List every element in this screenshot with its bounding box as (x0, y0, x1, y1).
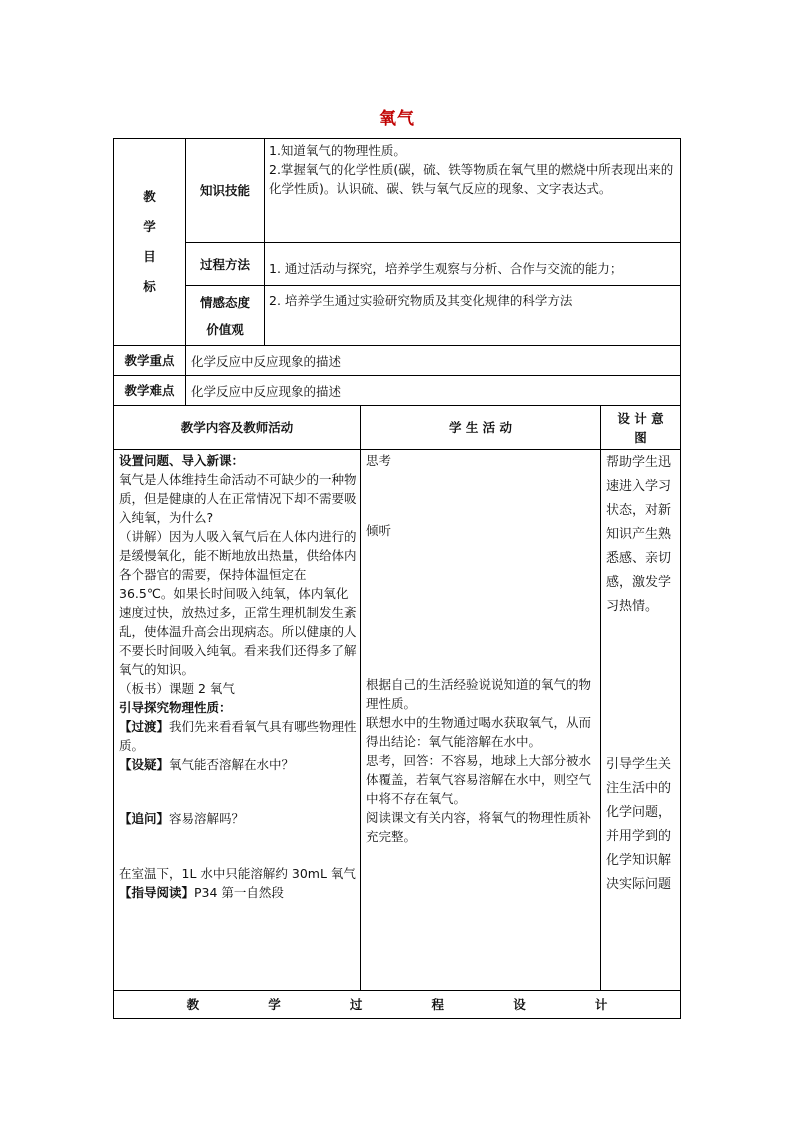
objectives-side-label: 教 学 目 标 (143, 189, 156, 294)
key-point-label: 教学重点 (124, 353, 175, 368)
emotion-label: 情感态度 价值观 (199, 294, 250, 337)
content-header: 教学内容及教师活动 (180, 420, 294, 435)
emotion-text: 2. 培养学生通过实验研究物质及其变化规律的科学方法 (269, 293, 573, 308)
key-point-text: 化学反应中反应现象的描述 (191, 354, 342, 369)
knowledge-label: 知识技能 (199, 183, 250, 198)
difficulty-label: 教学难点 (124, 383, 175, 398)
design-header: 设 计 意 图 (617, 410, 664, 445)
knowledge-text: 1.知道氧气的物理性质。 2.掌握氧气的化学性质(碳，硫、铁等物质在氧气里的燃烧中所表现出来的化学性质)。认识硫、碳、铁与氧气反应的现象、文字表达式。 (269, 143, 674, 196)
design-intent: 帮助学生迅速进入学习状态，对新知识产生熟悉感、亲切感，激发学习热情。 引导学生关注生活中的化学问题，并用学到的化学知识解决实际问题 (606, 455, 672, 892)
process-label: 过程方法 (199, 256, 250, 272)
difficulty-text: 化学反应中反应现象的描述 (191, 384, 342, 399)
page-title: 氧气 (379, 109, 415, 129)
student-activities: 思考 倾听 根据自己的生活经验说说知道的氧气的物理性质。 联想水中的生物通过喝水获取氧气，从而得出结论：氧气能溶解在水中。 思考，回答：不容易，地球上大部分被水体覆盖，若氧气容易溶解在水中，则空气中将不存在氧气。 阅读课文有关内容，将氧气的物理性质补充完整。 (366, 453, 592, 844)
footer-row: 教 学 过 程 设 计 (186, 997, 608, 1012)
student-header: 学 生 活 动 (448, 420, 513, 435)
teacher-content: 设置问题、导入新课： 氧气是人体维持生命活动不可缺少的一种物质，但是健康的人在正常情况下却不需要吸入纯氧，为什么? （讲解）因为人吸入氧气后在人体内进行的是缓慢氧化，能不断地放出热量，供给体内各个器官的需要，保持体温恒定在 36.5℃。如果长时间吸入纯氧，体内氧化速度过快，放热过多，正常生理机制发生紊乱，使体温升高会出现病态。所以健康的人不要长时间吸入纯氧。看来我们还得多了解氧气的知识。 （板书）课题 2 氧气 引导探究物理性质： 【过渡】我们先来看看氧气具有哪些物理性质。 【设疑】氧气能否溶解在水中？ 【追问】容易溶解吗？ 在室温下，1L 水中只能溶解约 30mL 氧气 【指导阅读】P34 第一自然段 (119, 453, 357, 900)
process-text: 1. 通过活动与探究，培养学生观察与分析、合作与交流的能力； (269, 261, 623, 276)
